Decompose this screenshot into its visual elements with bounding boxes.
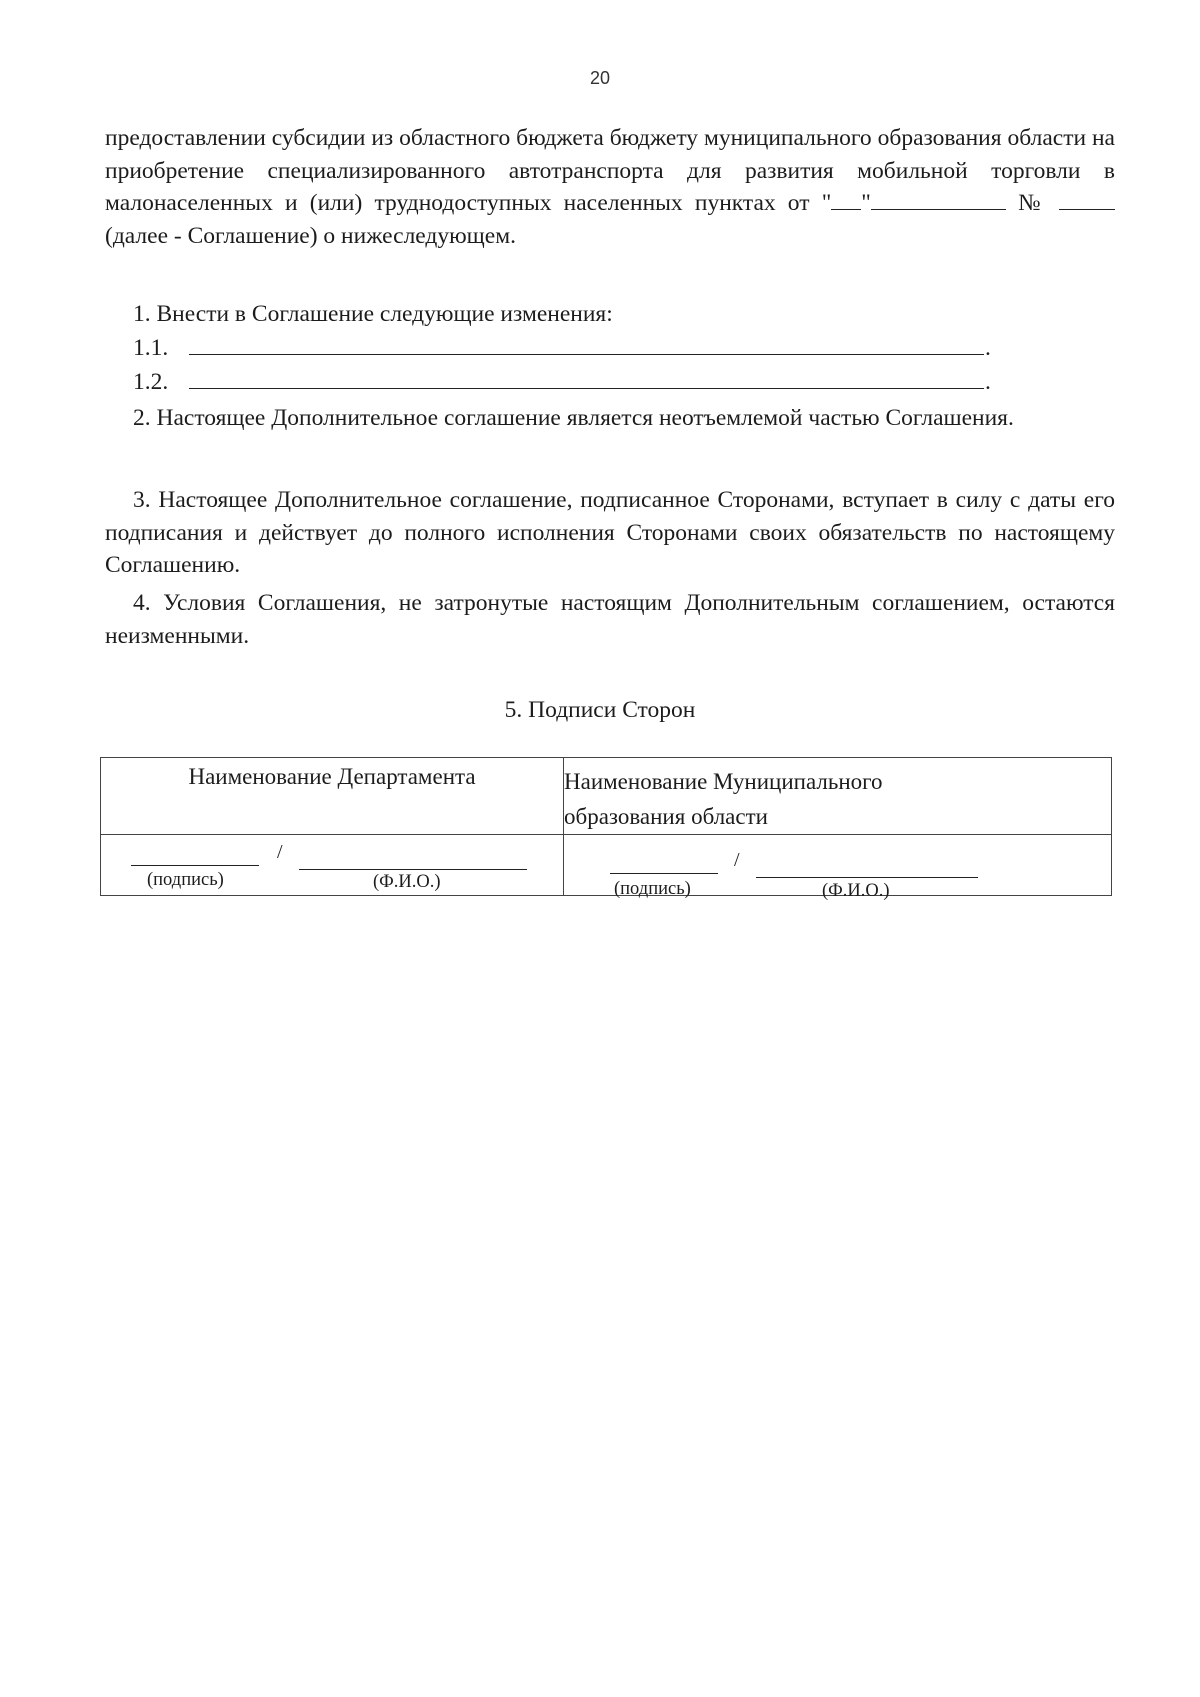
date-month-blank[interactable] — [871, 189, 1006, 210]
item-4-paragraph — [105, 587, 1115, 652]
department-signature-cell — [101, 835, 564, 896]
subitem-1-2 — [133, 366, 991, 398]
intro-quote-close: " — [861, 190, 871, 216]
item-3-paragraph — [105, 484, 1115, 582]
signature-slash: / — [277, 841, 283, 863]
item-2-paragraph — [105, 402, 1115, 435]
subitem-end: . — [985, 369, 991, 395]
section-title: 5. Подписи Сторон — [504, 697, 696, 723]
agreement-number-blank[interactable] — [1059, 189, 1115, 210]
signatures-header-row — [101, 758, 1112, 835]
department-header-cell — [101, 758, 564, 835]
fio-line[interactable] — [299, 869, 527, 870]
subitem-number: 1.2. — [133, 369, 169, 395]
subitem-fill-line[interactable] — [189, 332, 984, 355]
intro-number-sign: № — [1005, 190, 1059, 216]
subitem-number: 1.1. — [133, 335, 169, 361]
department-header: Наименование Департамента — [188, 764, 476, 789]
subitem-fill-line[interactable] — [189, 366, 984, 389]
municipality-header-line1: Наименование Муниципального — [564, 769, 883, 794]
signatures-row — [101, 835, 1112, 896]
intro-paragraph — [105, 122, 1115, 252]
fio-caption: (Ф.И.О.) — [822, 881, 890, 901]
signature-slash: / — [734, 849, 740, 871]
signature-line[interactable] — [610, 873, 718, 874]
intro-text-part1: предоставлении субсидии из областного бюджета бюджету муниципального образования области на приобретение специализированного автотранспорта для развития мобильной торговли в малонаселенных и (или) труднодоступных населенных пунктах от " — [105, 125, 1115, 216]
municipality-header-cell — [564, 758, 1112, 835]
item-2-text: 2. Настоящее Дополнительное соглашение является неотъемлемой частью Соглашения. — [133, 405, 1014, 431]
municipality-signature-cell — [564, 835, 1112, 901]
date-day-blank[interactable] — [831, 189, 861, 210]
intro-text-part2: (далее - Соглашение) о нижеследующем. — [105, 222, 516, 249]
signature-caption: (подпись) — [614, 879, 691, 899]
signature-line[interactable] — [131, 865, 259, 866]
subitem-end: . — [985, 335, 991, 361]
item-1-text: 1. Внести в Соглашение следующие изменения: — [133, 301, 613, 327]
item-1-paragraph — [105, 298, 1115, 331]
signature-caption: (подпись) — [147, 870, 224, 890]
signatures-table — [100, 757, 1112, 901]
item-3-text: 3. Настоящее Дополнительное соглашение, подписанное Сторонами, вступает в силу с даты его подписания и действует до полного исполнения Сторонами своих обязательств по настоящему Соглашению. — [105, 487, 1115, 578]
municipality-header-line2: образования области — [564, 804, 768, 829]
fio-line[interactable] — [756, 877, 978, 878]
page-number: 20 — [589, 68, 611, 88]
fio-caption: (Ф.И.О.) — [373, 872, 441, 892]
subitem-1-1 — [133, 332, 991, 364]
item-4-text: 4. Условия Соглашения, не затронутые настоящим Дополнительным соглашением, остаются неизменными. — [105, 590, 1115, 649]
